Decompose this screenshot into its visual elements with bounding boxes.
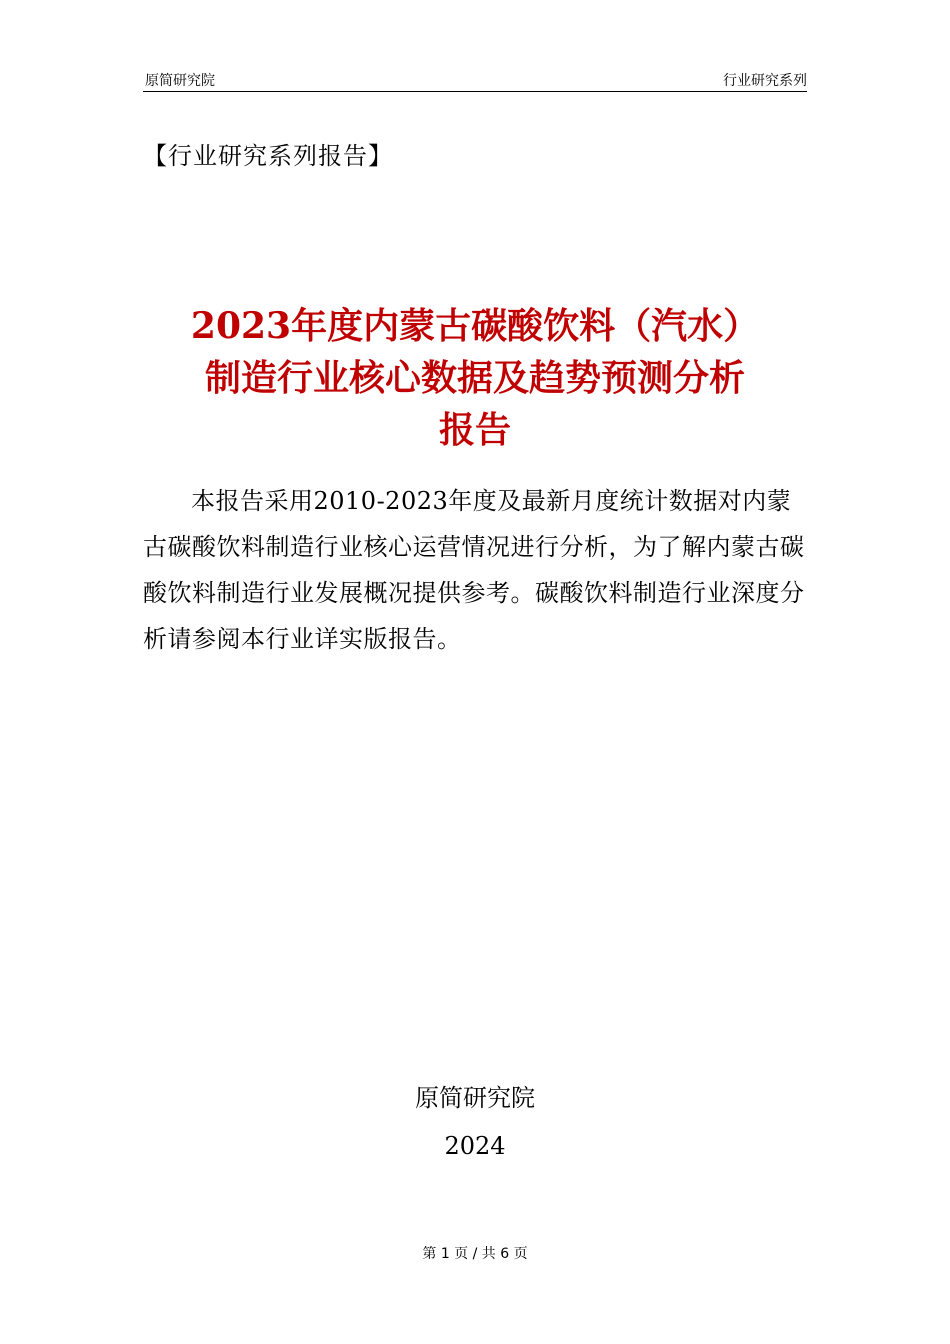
report-title-line-3: 报告 [438,409,511,451]
header-publisher: 原简研究院 [145,73,215,89]
header-series: 行业研究系列 [723,73,807,89]
report-title-line-2: 制造行业核心数据及趋势预测分析 [204,357,745,399]
publisher-name: 原简研究院 [415,1084,535,1112]
report-title-line-1: 2023年度内蒙古碳酸饮料（汽水） [190,305,760,347]
intro-paragraph: 本报告采用2010-2023年度及最新月度统计数据对内蒙古碳酸饮料制造行业核心运营情况进行分析，为了解内蒙古碳酸饮料制造行业发展概况提供参考。碳酸饮料制造行业深度分析请参阅本行业详实版报告。 [143,487,805,653]
report-title [143,300,807,456]
header-divider [143,91,807,92]
series-tag: 【行业研究系列报告】 [143,142,393,170]
page-number: 第 1 页 / 共 6 页 [422,1246,528,1262]
publication-year: 2024 [444,1132,506,1160]
